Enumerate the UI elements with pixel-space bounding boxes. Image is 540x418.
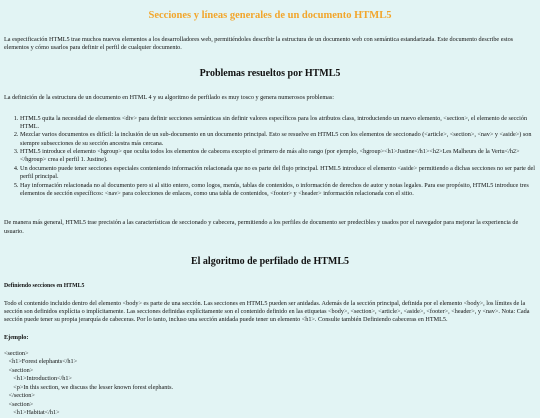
code-line: <section> <box>4 400 34 408</box>
problems-list-item: 5. Hay información relacionada no al documento pero si al sitio entero, como logos, menús, tablas de contenidos, o información de derechos de autor y notas legales. Para ese propósito, HTML5 introduce tres elementos de sección específicos: <nav> para colecciones de enlaces, como una tabla de contenidos, <footer> y <header> información relacionada con el sitio. <box>20 182 536 199</box>
code-line: <p>In this section, we discuss the lesser known forest elephants. <box>4 383 174 391</box>
code-line: <section> <box>4 349 29 357</box>
problems-heading: Problemas resueltos por HTML5 <box>199 68 341 80</box>
problems-lead-paragraph: La definición de la estructura de un documento en HTML 4 y su algoritmo de perfilado es muy tosco y genera numerosos problemas: <box>4 94 335 102</box>
defining-sections-paragraph: Todo el contenido incluido dentro del elemento <body> es parte de una sección. Las secciones en HTML5 pueden ser anidadas. Además de la sección principal, definida por el elemento <body>, los límites de la sección son definidos explícita o implícitamente. Las secciones definidas explícitamente son el contenido definido en las etiquetas <body>, <section>, <article>, <aside>, <footer>, <header>, y <nav>. Nota: Cada sección puede tener su propia jerarquía de cabeceras. Por lo tanto, incluso una sección anidada puede tener un elemento <h1>. Consulte también Definiendo cabeceras en HTML5. <box>4 299 530 324</box>
code-line: <h1>Introduction</h1> <box>4 375 72 383</box>
problems-list-item: 4. Un documento puede tener secciones especiales conteniendo información relacionada que no es parte del flujo principal. HTML5 introduce el elemento <aside> permitiendo a dichas secciones no ser parte del perfil principal. <box>20 165 536 182</box>
problems-list-item: 3. HTML5 introduce el elemento <hgroup> que oculta todos los elementos de cabecera excepto el primero de más alto rango (por ejemplo, <hgroup><h1>Justine</h1><h2>Les Malheurs de la Vertu</h2></hgroup> crea el perfil 1. Justine). <box>20 148 536 165</box>
example-label: Ejemplo: <box>4 333 29 341</box>
code-line: <section> <box>4 366 34 374</box>
problems-conclusion-paragraph: De manera más general, HTML5 trae precisión a las características de seccionado y cabecera, permitiendo a los perfiles de documento ser predecibles y usados por el navegador para mejorar la experiencia de usuario. <box>4 219 519 235</box>
problems-list <box>4 115 536 199</box>
document-page <box>0 10 540 415</box>
intro-paragraph: La especificación HTML5 trae muchos nuevos elementos a los desarrolladores web, permitiéndoles describir la estructura de un documento web con semántica estandarizada. Este documento describe estos elementos y cómo usarlos para definir el perfil de cualquier documento. <box>4 35 514 51</box>
algorithm-heading: El algoritmo de perfilado de HTML5 <box>190 255 350 267</box>
page-title: Secciones y líneas generales de un documento HTML5 <box>148 10 392 21</box>
defining-sections-subheading: Definiendo secciones en HTML5 <box>4 282 85 289</box>
code-line: <h1>Habitat</h1> <box>4 409 60 417</box>
problems-list-item: 1. HTML5 quita la necesidad de elementos <div> para definir secciones semánticas sin definir valores específicos para los atributos class, introduciendo un nuevo elemento, <section>, el elemento de sección HTML. <box>20 115 536 132</box>
code-line: </section> <box>4 392 35 400</box>
problems-list-item: 2. Mezclar varios documentos es difícil: la inclusión de un sub-documento en un documento principal. Esto se resuelve en HTML5 con los elementos de seccionado (<article>, <section>, <nav> y <aside>) son siempre subsecciones de su sección ancestra más cercana. <box>20 131 536 148</box>
code-line: <h1>Forest elephants</h1> <box>4 358 78 366</box>
code-example <box>4 350 536 418</box>
